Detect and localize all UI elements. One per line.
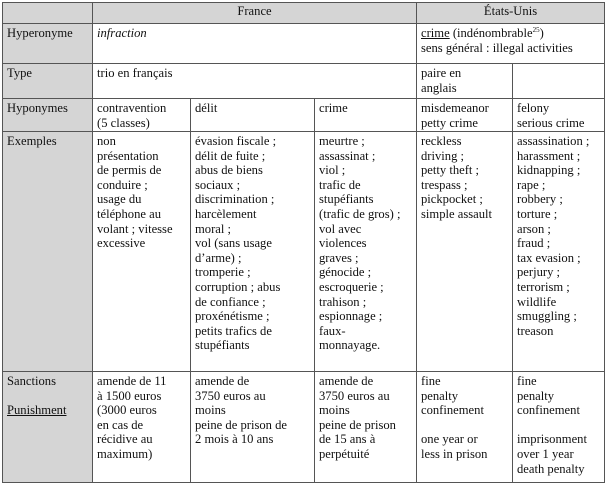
row-label-type: Type [3, 64, 93, 99]
header-usa: États-Unis [417, 3, 605, 24]
sanctions-felony [513, 372, 605, 483]
hyponyme-felony [513, 99, 605, 132]
example-line: trafic de [319, 177, 361, 192]
sanction-line: confinement [517, 403, 580, 418]
sanction-line: moins [319, 403, 350, 418]
hyponyme-line: serious crime [517, 115, 585, 130]
example-line: stupéfiants [195, 338, 250, 353]
row-label-hyponymes: Hyponymes [3, 99, 93, 132]
hyponyme-delit [191, 99, 315, 132]
sanction-line: (3000 euros [97, 403, 157, 418]
hyperonyme-usa-note: (indénombrable [449, 26, 533, 40]
sanction-line: over 1 year [517, 446, 574, 461]
example-line: petty theft ; [421, 163, 480, 178]
example-line: kidnapping ; [517, 163, 581, 178]
type-usa-line: anglais [421, 80, 457, 95]
example-line: treason [517, 323, 554, 338]
example-line: tax evasion ; [517, 250, 581, 265]
sanction-line: fine [517, 374, 537, 388]
example-line: driving ; [421, 148, 465, 163]
hyponyme-line: crime [319, 101, 348, 115]
footnote-marker: 25 [532, 25, 540, 34]
sanction-line: penalty [421, 388, 459, 403]
row-label-hyperonyme: Hyperonyme [3, 24, 93, 64]
hyperonyme-usa-general-sense: sens général : illegal activities [421, 40, 573, 55]
example-line: reckless [421, 134, 462, 148]
example-line: moral ; [195, 221, 232, 236]
example-line: graves ; [319, 250, 359, 265]
crime-classification-table [2, 2, 605, 483]
sanction-line: penalty [517, 388, 555, 403]
example-line: torture ; [517, 206, 558, 221]
type-usa [417, 64, 513, 99]
sanction-line: récidive au [97, 432, 153, 447]
example-line: vol avec [319, 221, 362, 236]
sanction-line: less in prison [421, 446, 488, 461]
example-line: wildlife [517, 294, 557, 309]
sanction-line: à 1500 euros [97, 388, 162, 403]
example-line: de permis de [97, 163, 162, 178]
example-line: monnayage. [319, 338, 381, 353]
spacer [7, 389, 88, 404]
punishment-label: Punishment [7, 403, 67, 418]
hyperonyme-usa-note-close: ) [539, 26, 544, 40]
example-line: excessive [97, 236, 146, 251]
hyponyme-line: petty crime [421, 115, 478, 130]
comparison-table-page [2, 2, 604, 484]
hyperonyme-usa [417, 24, 605, 64]
example-line: faux- [319, 323, 346, 338]
example-line: assassination ; [517, 134, 590, 148]
example-line: génocide ; [319, 265, 372, 280]
sanction-line: death penalty [517, 461, 585, 476]
exemples-felony [513, 132, 605, 372]
sanction-line: amende de [319, 374, 374, 388]
sanction-line: peine de prison [319, 417, 396, 432]
sanctions-misdemeanor [417, 372, 513, 483]
sanction-line: amende de 11 [97, 374, 167, 388]
sanction-line: peine de prison de [195, 417, 287, 432]
type-usa-empty [513, 64, 605, 99]
row-hyponymes [3, 99, 605, 132]
example-line: simple assault [421, 206, 493, 221]
example-line: volant ; vitesse [97, 221, 173, 236]
example-line: violences [319, 236, 367, 251]
exemples-delit [191, 132, 315, 372]
example-line: trahison ; [319, 294, 367, 309]
example-line: rape ; [517, 177, 546, 192]
sanction-line: 2 mois à 10 ans [195, 432, 274, 447]
example-line: robbery ; [517, 192, 563, 207]
type-france: trio en français [93, 64, 417, 99]
hyponyme-crime [315, 99, 417, 132]
exemples-crime [315, 132, 417, 372]
sanctions-crime [315, 372, 417, 483]
sanction-line: fine [421, 374, 441, 388]
sanctions-delit [191, 372, 315, 483]
example-line: meurtre ; [319, 134, 365, 148]
example-line: d’arme) ; [195, 250, 242, 265]
hyperonyme-usa-word: crime [421, 26, 450, 40]
hyponyme-contravention [93, 99, 191, 132]
hyperonyme-france: infraction [93, 24, 417, 64]
example-line: assassinat ; [319, 148, 376, 163]
sanction-line: moins [195, 403, 226, 418]
sanction-line: amende de [195, 374, 250, 388]
sanction-line: one year or [421, 432, 478, 447]
hyponyme-line: (5 classes) [97, 115, 150, 130]
example-line: proxénétisme ; [195, 309, 270, 324]
sanctions-label: Sanctions [7, 374, 56, 388]
example-line: abus de biens [195, 163, 263, 178]
sanction-line: de 15 ans à [319, 432, 376, 447]
example-line: fraud ; [517, 236, 551, 251]
example-line: harassment ; [517, 148, 581, 163]
example-line: perjury ; [517, 265, 561, 280]
sanction-line: en cas de [97, 417, 144, 432]
example-line: tromperie ; [195, 265, 251, 280]
sanction-line: perpétuité [319, 446, 370, 461]
header-row [3, 3, 605, 24]
header-france: France [93, 3, 417, 24]
example-line: téléphone au [97, 206, 161, 221]
row-label-sanctions [3, 372, 93, 483]
example-line: smuggling ; [517, 309, 577, 324]
example-line: trespass ; [421, 177, 468, 192]
type-usa-line: paire en [421, 66, 462, 80]
spacer [517, 418, 600, 433]
hyponyme-line: felony [517, 101, 550, 115]
row-type [3, 64, 605, 99]
hyponyme-line: délit [195, 101, 218, 115]
example-line: usage du [97, 192, 142, 207]
example-line: présentation [97, 148, 159, 163]
example-line: corruption ; abus [195, 279, 281, 294]
sanction-line: 3750 euros au [319, 388, 390, 403]
example-line: arson ; [517, 221, 551, 236]
example-line: évasion fiscale ; [195, 134, 277, 148]
row-label-exemples: Exemples [3, 132, 93, 372]
sanction-line: 3750 euros au [195, 388, 266, 403]
example-line: (trafic de gros) ; [319, 206, 401, 221]
sanction-line: imprisonment [517, 432, 587, 447]
row-sanctions [3, 372, 605, 483]
hyponyme-line: contravention [97, 101, 167, 115]
example-line: vol (sans usage [195, 236, 272, 251]
sanction-line: maximum) [97, 446, 153, 461]
hyponyme-line: misdemeanor [421, 101, 489, 115]
hyponyme-misdemeanor [417, 99, 513, 132]
exemples-contravention [93, 132, 191, 372]
example-line: harcèlement [195, 206, 257, 221]
header-blank-cell [3, 3, 93, 24]
example-line: conduire ; [97, 177, 148, 192]
example-line: délit de fuite ; [195, 148, 266, 163]
exemples-misdemeanor [417, 132, 513, 372]
sanction-line: confinement [421, 403, 484, 418]
example-line: non [97, 134, 116, 148]
row-hyperonyme [3, 24, 605, 64]
example-line: sociaux ; [195, 177, 241, 192]
example-line: pickpocket ; [421, 192, 483, 207]
example-line: viol ; [319, 163, 346, 178]
example-line: petits trafics de [195, 323, 272, 338]
example-line: espionnage ; [319, 309, 383, 324]
row-exemples [3, 132, 605, 372]
example-line: stupéfiants [319, 192, 374, 207]
example-line: escroquerie ; [319, 279, 384, 294]
spacer [421, 418, 508, 433]
sanctions-contravention [93, 372, 191, 483]
example-line: de confiance ; [195, 294, 266, 309]
example-line: terrorism ; [517, 279, 570, 294]
example-line: discrimination ; [195, 192, 275, 207]
